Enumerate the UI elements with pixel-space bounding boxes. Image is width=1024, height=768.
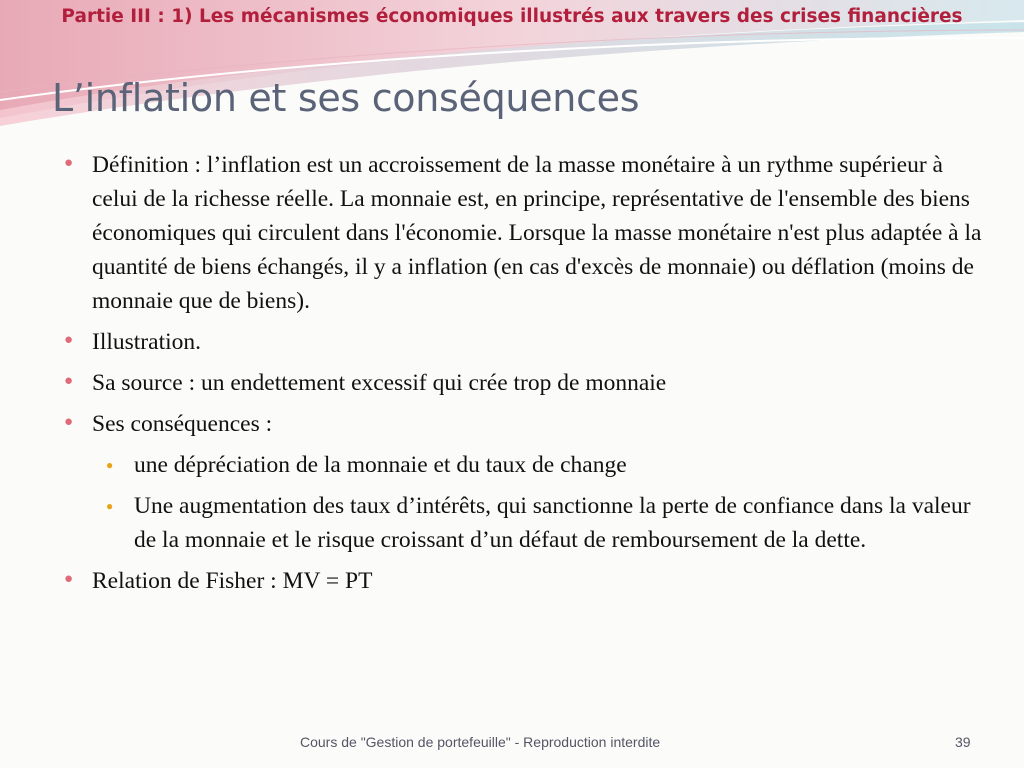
bullet-dot-icon: ● [64, 414, 74, 430]
bullet-dot-icon: ● [64, 571, 74, 587]
slide-content [62, 148, 982, 605]
sub-bullet-item-interest-rates [104, 489, 982, 557]
bullet-text: Illustration. [92, 329, 201, 355]
bullet-text: Ses conséquences : [92, 411, 273, 437]
sub-bullet-dot-icon: ● [106, 499, 114, 513]
bullet-text: Sa source : un endettement excessif qui crée trop de monnaie [92, 370, 667, 396]
bullet-text: Relation de Fisher : MV = PT [92, 568, 373, 594]
bullet-item-fisher [62, 564, 982, 598]
sub-bullet-item-depreciation [104, 448, 982, 482]
bullet-text: Définition : l’inflation est un accroissement de la masse monétaire à un rythme supérieur à celui de la richesse réelle. La monnaie est, en principe, représentative de l'ensemble des biens économiques qui circulent dans l'économie. Lorsque la masse monétaire n'est plus adaptée à la quantité de biens échangés, il y a inflation (en cas d'excès de monnaie) ou déflation (moins de monnaie que de biens). [92, 152, 982, 314]
bullet-item-definition [62, 148, 982, 318]
sub-bullet-text: Une augmentation des taux d’intérêts, qui sanctionne la perte de confiance dans la valeur de la monnaie et le risque croissant d’un défaut de remboursement de la dette. [134, 493, 971, 553]
slide-title: L’inflation et ses conséquences [52, 76, 640, 120]
bullet-dot-icon: ● [64, 332, 74, 348]
sub-bullet-text: une dépréciation de la monnaie et du taux de change [134, 452, 627, 478]
footer-course-text: Cours de "Gestion de portefeuille" - Reproduction interdite [300, 734, 661, 750]
bullet-item-consequences [62, 407, 982, 441]
page-number: 39 [955, 734, 971, 750]
bullet-dot-icon: ● [64, 373, 74, 389]
slide-footer [0, 734, 1024, 754]
bullet-item-source [62, 366, 982, 400]
sub-bullet-dot-icon: ● [106, 458, 114, 472]
bullet-item-illustration [62, 325, 982, 359]
bullet-dot-icon: ● [64, 155, 74, 171]
section-header: Partie III : 1) Les mécanismes économiques illustrés aux travers des crises financières [61, 6, 963, 27]
